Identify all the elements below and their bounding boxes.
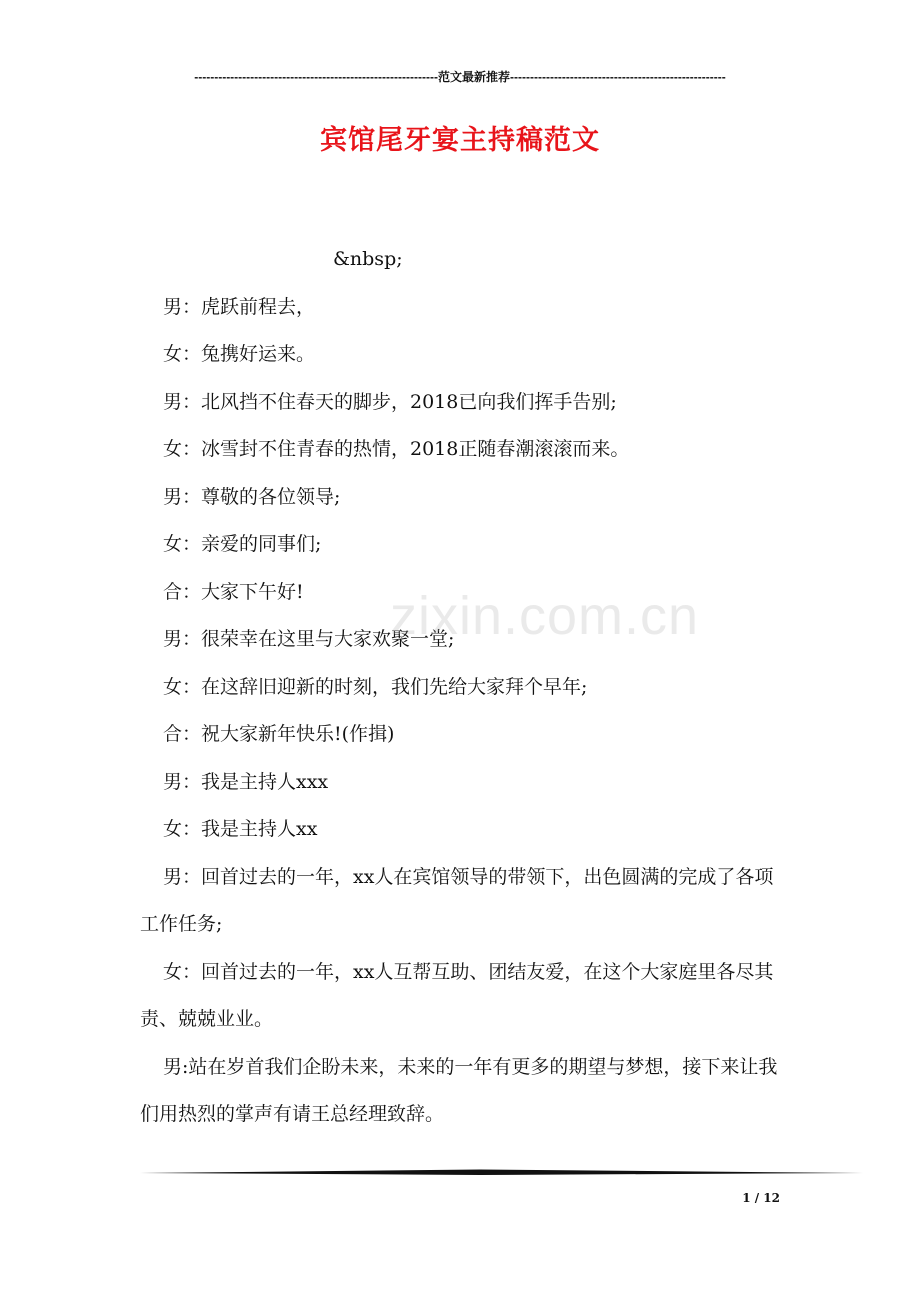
nbsp-placeholder-text: &nbsp;	[333, 248, 403, 270]
paragraph: 女：在这辞旧迎新的时刻，我们先给大家拜个早年;	[163, 675, 588, 698]
paragraph: 男：我是主持人xxx	[163, 770, 329, 793]
paragraph: 女：亲爱的同事们;	[163, 533, 322, 555]
page-number: 1 / 12	[742, 1191, 780, 1205]
footer-divider	[140, 1167, 863, 1177]
paragraph: 男：虎跃前程去，	[163, 295, 316, 318]
paragraph: 合：祝大家新年快乐!(作揖)	[163, 723, 395, 745]
paragraph: 男：回首过去的一年，xx人在宾馆领导的带领下，出色圆满的完成了各项工作任务;	[140, 865, 774, 935]
paragraph: 男:站在岁首我们企盼未来，未来的一年有更多的期望与梦想，接下来让我们用热烈的掌声有请王总经理致辞。	[140, 1055, 778, 1125]
paragraph: 合：大家下午好!	[163, 580, 304, 603]
paragraph: 女：我是主持人xx	[163, 818, 318, 840]
paragraph: 女：回首过去的一年，xx人互帮互助、团结友爱，在这个大家庭里各尽其责、兢兢业业。	[140, 960, 774, 1030]
header-dashed-line: -------------------------------------------------------------范文最新推荐------------------------------------------------------	[194, 70, 726, 84]
paragraph: 男：尊敬的各位领导;	[163, 485, 341, 508]
document-title: 宾馆尾牙宴主持稿范文	[320, 125, 600, 156]
paragraph: 男：北风挡不住春天的脚步，2018已向我们挥手告别;	[163, 390, 617, 413]
document-body	[140, 236, 785, 1139]
paragraph: 女：冰雪封不住青春的热情，2018正随春潮滚滚而来。	[163, 438, 630, 460]
paragraph: 女：兔携好运来。	[163, 343, 316, 365]
paragraph: 男：很荣幸在这里与大家欢聚一堂;	[163, 628, 455, 650]
watermark-text: zixin.com.cn	[390, 586, 700, 646]
